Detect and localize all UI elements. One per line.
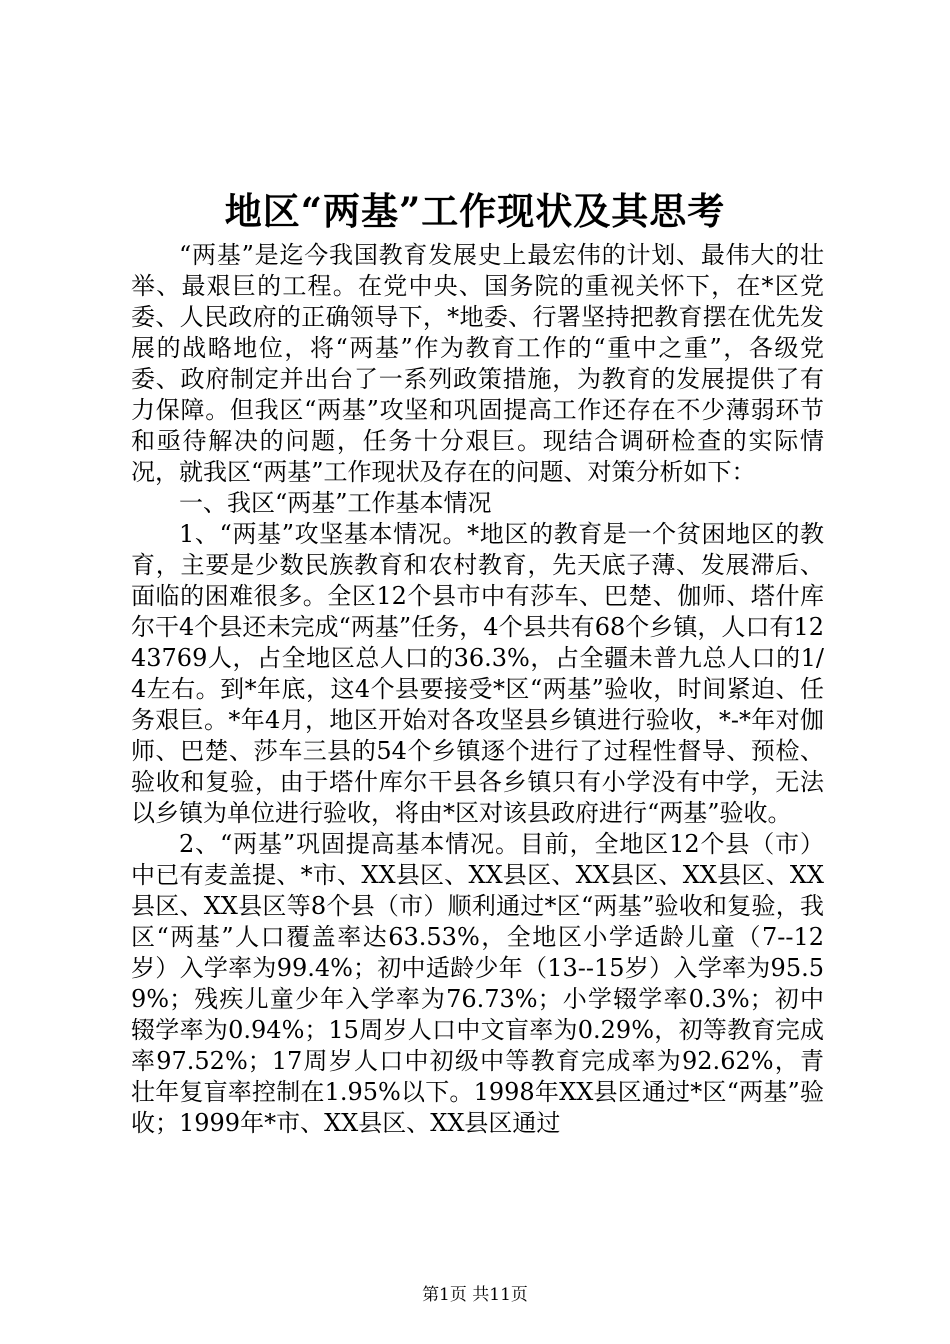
section-heading: 一、我区“两基”工作基本情况 bbox=[179, 489, 492, 517]
paragraph-intro: “两基”是迄今我国教育发展史上最宏伟的计划、最伟大的壮举、最艰巨的工程。在党中央、国务院的重视关怀下，在*区党委、人民政府的正确领导下，*地委、行署坚持把教育摆在优先发展的战略地位，将“两基”作为教育工作的“重中之重”，各级党委、政府制定并出台了一系列政策措施，为教育的发展提供了有力保障。但我区“两基”攻坚和巩固提高工作还存在不少薄弱环节和亟待解决的问题，任务十分艰巨。现结合调研检查的实际情况，就我区“两基”工作现状及存在的问题、对策分析如下： bbox=[131, 241, 824, 486]
document-body bbox=[131, 240, 824, 1139]
paragraph-section-1: 1、“两基”攻坚基本情况。*地区的教育是一个贫困地区的教育，主要是少数民族教育和农村教育，先天底子薄、发展滞后、面临的困难很多。全区12个县市中有莎车、巴楚、伽师、塔什库尔干4个县还未完成“两基”任务，4个县共有68个乡镇，人口有1243769人，占全地区总人口的36.3%，占全疆未普九总人口的1/4左右。到*年底，这4个县要接受*区“两基”验收，时间紧迫、任务艰巨。*年4月，地区开始对各攻坚县乡镇进行验收，*-*年对伽师、巴楚、莎车三县的54个乡镇逐个进行了过程性督导、预检、验收和复验，由于塔什库尔干县各乡镇只有小学没有中学，无法以乡镇为单位进行验收，将由*区对该县政府进行“两基”验收。 bbox=[131, 520, 824, 827]
page-footer: 第1页 共11页 bbox=[422, 1285, 528, 1305]
paragraph-section-2: 2、“两基”巩固提高基本情况。目前，全地区12个县（市）中已有麦盖提、*市、XX县区、XX县区、XX县区、XX县区、XX县区、XX县区等8个县（市）顺利通过*区“两基”验收和复验，我区“两基”人口覆盖率达63.53%，全地区小学适龄儿童（7--12岁）入学率为99.4%；初中适龄少年（13--15岁）入学率为95.59%；残疾儿童少年入学率为76.73%；小学辍学率0.3%；初中辍学率为0.94%；15周岁人口中文盲率为0.29%，初等教育完成率97.52%；17周岁人口中初级中等教育完成率为92.62%，青壮年复盲率控制在1.95%以下。1998年XX县区通过*区“两基”验收；1999年*市、XX县区、XX县区通过 bbox=[131, 830, 824, 1137]
document-title: 地区“两基”工作现状及其思考 bbox=[224, 189, 726, 233]
